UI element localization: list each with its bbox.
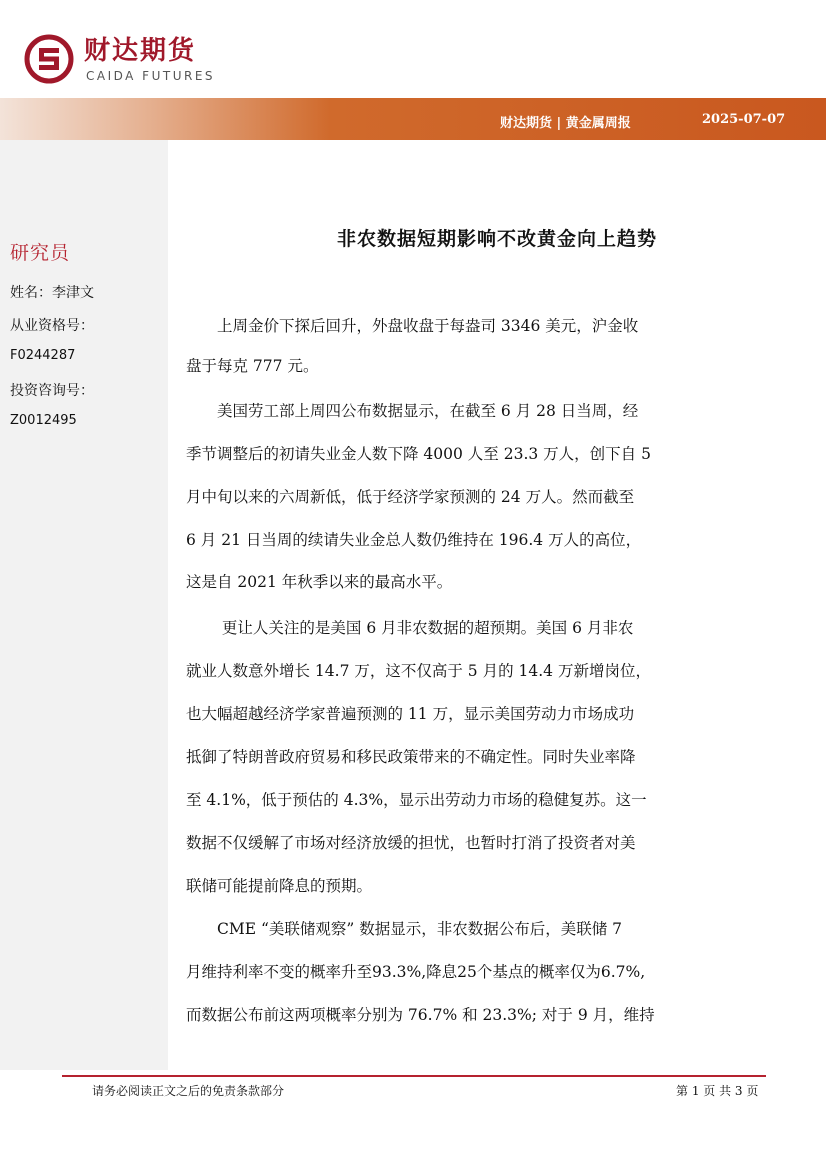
consulting-number: Z0012495 [10,413,77,428]
body-line: CME “美联储观察” 数据显示，非农数据公布后，美联储 7 [186,920,623,938]
footer-divider [62,1075,766,1077]
researcher-heading: 研究员 [10,242,71,264]
caida-logo-icon [24,34,74,84]
report-date: 2025-07-07 [702,112,786,127]
body-line: 上周金价下探后回升，外盘收盘于每盎司 3346 美元，沪金收 [186,317,639,335]
sidebar [0,140,168,1070]
disclaimer-note: 请务必阅读正文之后的免责条款部分 [92,1084,285,1098]
qualification-label: 从业资格号： [10,318,94,334]
body-line: 抵御了特朗普政府贸易和移民政策带来的不确定性。同时失业率降 [186,748,636,766]
body-line: 也大幅超越经济学家普遍预测的 11 万，显示美国劳动力市场成功 [186,705,635,723]
body-line: 而数据公布前这两项概率分别为 76.7% 和 23.3%; 对于 9 月，维持 [186,1006,655,1024]
body-line: 至 4.1%，低于预估的 4.3%，显示出劳动力市场的稳健复苏。这一 [186,791,647,809]
logo-chinese-name: 财达期货 [84,36,197,66]
body-line: 数据不仅缓解了市场对经济放缓的担忧，也暂时打消了投资者对美 [186,834,636,852]
report-series-label: 财达期货 | 黄金属周报 [500,116,631,131]
body-line: 就业人数意外增长 14.7 万，这不仅高于 5 月的 14.4 万新增岗位， [186,662,651,680]
page-number: 第 1 页 共 3 页 [676,1084,759,1098]
logo-english-name: CAIDA FUTURES [86,69,216,83]
article-title: 非农数据短期影响不改黄金向上趋势 [336,228,657,250]
body-line: 更让人关注的是美国 6 月非农数据的超预期。美国 6 月非农 [186,619,634,637]
consulting-label: 投资咨询号： [10,383,94,399]
body-line: 盘于每克 777 元。 [186,357,319,375]
researcher-name: 姓名：李津文 [10,285,94,301]
body-line: 月中旬以来的六周新低，低于经济学家预测的 24 万人。然而截至 [186,488,635,506]
company-logo [24,34,224,90]
body-line: 美国劳工部上周四公布数据显示，在截至 6 月 28 日当周，经 [186,402,639,420]
body-line: 6 月 21 日当周的续请失业金总人数仍维持在 196.4 万人的高位， [186,531,642,549]
body-line: 季节调整后的初请失业金人数下降 4000 人至 23.3 万人，创下自 5 [186,445,651,463]
qualification-number: F0244287 [10,348,76,363]
body-line: 这是自 2021 年秋季以来的最高水平。 [186,573,453,591]
body-line: 月维持利率不变的概率升至93.3%,降息25个基点的概率仅为6.7%, [186,963,646,981]
body-line: 联储可能提前降息的预期。 [186,877,373,895]
